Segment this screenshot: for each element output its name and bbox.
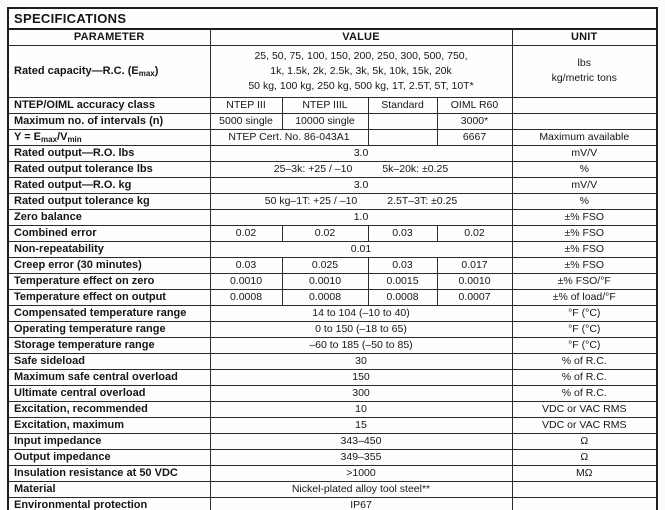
value-cell: 0.02 (282, 225, 368, 241)
parameter-cell: Rated output tolerance kg (8, 193, 210, 209)
table-row (8, 129, 657, 145)
parameter-cell: Temperature effect on zero (8, 273, 210, 289)
value-cell: –60 to 185 (–50 to 85) (210, 337, 512, 353)
value-cell: 5000 single (210, 113, 282, 129)
table-row (8, 449, 657, 465)
value-cell: 10000 single (282, 113, 368, 129)
unit-cell: % of R.C. (512, 369, 657, 385)
unit-cell: lbs kg/metric tons (512, 45, 657, 97)
value-cell: 25, 50, 75, 100, 150, 200, 250, 300, 500, 750, 1k, 1.5k, 2k, 2.5k, 3k, 5k, 10k, 15k, 20k 50 kg, 100 kg, 250 kg, 500 kg, 1T, 2.5T, 5T, 10T* (210, 45, 512, 97)
parameter-cell: Compensated temperature range (8, 305, 210, 321)
column-header-unit: UNIT (512, 29, 657, 45)
unit-cell (512, 481, 657, 497)
unit-cell: VDC or VAC RMS (512, 401, 657, 417)
table-row (8, 289, 657, 305)
value-cell: 0.02 (437, 225, 512, 241)
table-row (8, 305, 657, 321)
parameter-cell: Input impedance (8, 433, 210, 449)
parameter-cell: Rated output tolerance lbs (8, 161, 210, 177)
parameter-cell: Material (8, 481, 210, 497)
value-cell: 1.0 (210, 209, 512, 225)
value-cell: 10 (210, 401, 512, 417)
parameter-cell: Output impedance (8, 449, 210, 465)
unit-cell: MΩ (512, 465, 657, 481)
unit-cell: °F (°C) (512, 305, 657, 321)
value-cell: Standard (368, 97, 437, 113)
unit-cell: Ω (512, 433, 657, 449)
value-cell: 0.0010 (210, 273, 282, 289)
table-row (8, 193, 657, 209)
unit-cell: Maximum available (512, 129, 657, 145)
value-cell: 300 (210, 385, 512, 401)
table-row (8, 177, 657, 193)
table-row (8, 273, 657, 289)
value-cell: 343–450 (210, 433, 512, 449)
table-row (8, 45, 657, 97)
value-cell: 0.0010 (437, 273, 512, 289)
value-cell: 0.03 (210, 257, 282, 273)
table-row (8, 385, 657, 401)
value-cell: NTEP III (210, 97, 282, 113)
unit-cell: % (512, 161, 657, 177)
unit-cell: °F (°C) (512, 321, 657, 337)
table-row (8, 497, 657, 510)
value-cell: >1000 (210, 465, 512, 481)
value-cell: 0 to 150 (–18 to 65) (210, 321, 512, 337)
value-cell: 349–355 (210, 449, 512, 465)
value-cell (368, 113, 437, 129)
unit-cell (512, 97, 657, 113)
value-cell: 14 to 104 (–10 to 40) (210, 305, 512, 321)
value-cell: 0.0015 (368, 273, 437, 289)
value-cell: NTEP Cert. No. 86-043A1 (210, 129, 368, 145)
parameter-cell: Creep error (30 minutes) (8, 257, 210, 273)
parameter-cell: Ultimate central overload (8, 385, 210, 401)
parameter-cell: NTEP/OIML accuracy class (8, 97, 210, 113)
table-row (8, 401, 657, 417)
parameter-cell: Rated capacity—R.C. $(E_{max})$ (8, 45, 210, 97)
table-row (8, 321, 657, 337)
table-row (8, 161, 657, 177)
table-row (8, 257, 657, 273)
parameter-cell: Maximum no. of intervals (n) (8, 113, 210, 129)
parameter-cell: Temperature effect on output (8, 289, 210, 305)
value-cell: OIML R60 (437, 97, 512, 113)
unit-cell: % of R.C. (512, 353, 657, 369)
table-row (8, 417, 657, 433)
table-title-row (8, 8, 657, 29)
unit-cell: ±% FSO (512, 241, 657, 257)
parameter-cell: Combined error (8, 225, 210, 241)
parameter-cell: Excitation, recommended (8, 401, 210, 417)
unit-cell: % (512, 193, 657, 209)
column-header-row (8, 29, 657, 45)
unit-cell: ±% FSO/°F (512, 273, 657, 289)
parameter-cell: Rated output—R.O. kg (8, 177, 210, 193)
value-cell: 0.017 (437, 257, 512, 273)
table-row (8, 481, 657, 497)
unit-cell: Ω (512, 449, 657, 465)
value-cell: 3000* (437, 113, 512, 129)
parameter-cell: Maximum safe central overload (8, 369, 210, 385)
table-row (8, 113, 657, 129)
value-cell: Nickel-plated alloy tool steel** (210, 481, 512, 497)
parameter-cell: Excitation, maximum (8, 417, 210, 433)
table-row (8, 465, 657, 481)
table-row (8, 337, 657, 353)
unit-cell: mV/V (512, 177, 657, 193)
table-row (8, 209, 657, 225)
parameter-cell: Storage temperature range (8, 337, 210, 353)
table-row (8, 433, 657, 449)
value-cell: 0.0007 (437, 289, 512, 305)
value-cell: 0.0008 (282, 289, 368, 305)
parameter-cell: Insulation resistance at 50 VDC (8, 465, 210, 481)
value-cell: 6667 (437, 129, 512, 145)
parameter-cell: Zero balance (8, 209, 210, 225)
value-cell: 0.0008 (368, 289, 437, 305)
column-header-parameter: PARAMETER (8, 29, 210, 45)
unit-cell: % of R.C. (512, 385, 657, 401)
unit-cell (512, 497, 657, 510)
value-cell: 0.0010 (282, 273, 368, 289)
parameter-cell: Safe sideload (8, 353, 210, 369)
table-row (8, 225, 657, 241)
value-cell: 0.025 (282, 257, 368, 273)
value-cell: 15 (210, 417, 512, 433)
table-row (8, 97, 657, 113)
unit-cell: °F (°C) (512, 337, 657, 353)
value-cell: 150 (210, 369, 512, 385)
parameter-cell: Environmental protection (8, 497, 210, 510)
parameter-cell: $Y = E_{max}/V_{min}$ (8, 129, 210, 145)
unit-cell: ±% FSO (512, 257, 657, 273)
parameter-cell: Non-repeatability (8, 241, 210, 257)
unit-cell: mV/V (512, 145, 657, 161)
unit-cell: ±% FSO (512, 225, 657, 241)
value-cell: 30 (210, 353, 512, 369)
value-cell: 3.0 (210, 177, 512, 193)
specifications-table (7, 7, 658, 510)
unit-cell: ±% of load/°F (512, 289, 657, 305)
table-row (8, 145, 657, 161)
parameter-cell: Rated output—R.O. lbs (8, 145, 210, 161)
table-title: SPECIFICATIONS (8, 8, 657, 29)
parameter-cell: Operating temperature range (8, 321, 210, 337)
value-cell: 0.01 (210, 241, 512, 257)
table-body (8, 45, 657, 510)
value-cell: 50 kg–1T: +25 / –10 2.5T–3T: ±0.25 (210, 193, 512, 209)
unit-cell (512, 113, 657, 129)
table-row (8, 353, 657, 369)
value-cell: 0.02 (210, 225, 282, 241)
unit-cell: VDC or VAC RMS (512, 417, 657, 433)
value-cell: 25–3k: +25 / –10 5k–20k: ±0.25 (210, 161, 512, 177)
table-row (8, 241, 657, 257)
value-cell: IP67 (210, 497, 512, 510)
value-cell: 0.0008 (210, 289, 282, 305)
table-row (8, 369, 657, 385)
value-cell: 3.0 (210, 145, 512, 161)
column-header-value: VALUE (210, 29, 512, 45)
value-cell: 0.03 (368, 225, 437, 241)
value-cell: 0.03 (368, 257, 437, 273)
unit-cell: ±% FSO (512, 209, 657, 225)
value-cell: NTEP IIIL (282, 97, 368, 113)
value-cell (368, 129, 437, 145)
